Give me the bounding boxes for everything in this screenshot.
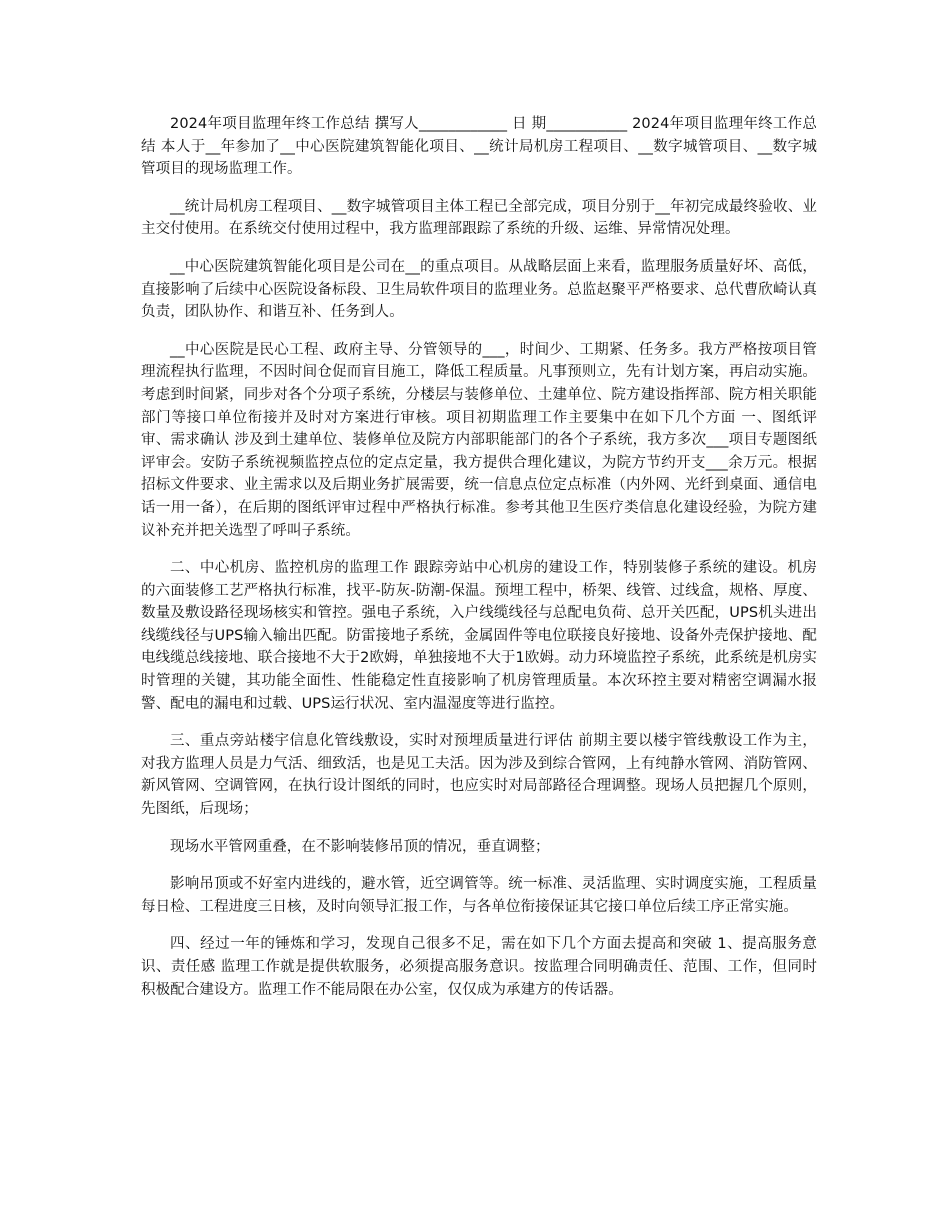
paragraph-machine-room: 二、中心机房、监控机房的监理工作 跟踪旁站中心机房的建设工作，特别装修子系统的建设。机房的六面装修工艺严格执行标准，找平-防灰-防潮-保温。预埋工程中，桥架、线管、过线盒，规格、厚度、数量及敷设路径现场核实和管控。强电子系统，入户线缆线径与总配电负荷、总开关匹配，UPS机头进出线缆线径与UPS输入输出匹配。防雷接地子系统，金属固件等电位联接良好接地、设备外壳保护接地、配电线缆总线接地、联合接地不大于2欧姆，单独接地不大于1欧姆。动力环境监控子系统，此系统是机房实时管理的关键，其功能全面性、性能稳定性直接影响了机房管理质量。本次环控主要对精密空调漏水报警、配电的漏电和过载、UPS运行状况、室内温湿度等进行监控。 <box>141 560 817 712</box>
paragraph-intro: 2024年项目监理年终工作总结 撰写人____________ 日 期___________ 2024年项目监理年终工作总结 本人于__年参加了__中心医院建筑智能化项目、__统计局机房工程项目、__数字城管项目、__数字城管项目的现场监理工作。 <box>141 116 817 178</box>
paragraph-horizontal-pipes: 现场水平管网重叠，在不影响装修吊顶的情况，垂直调整； <box>170 838 550 855</box>
paragraph-hospital-project: __中心医院建筑智能化项目是公司在__的重点项目。从战略层面上来看，监理服务质量好坏、高低，直接影响了后续中心医院设备标段、卫生局软件项目的监理业务。总监赵聚平严格要求、总代曹欣崎认真负责，团队协作、和谐互补、任务到人。 <box>141 258 817 321</box>
paragraph-improvement: 四、经过一年的锤炼和学习，发现自己很多不足，需在如下几个方面去提高和突破 1、提高服务意识、责任感 监理工作就是提供软服务，必须提高服务意识。按监理合同明确责任、范围、工作，但同时积极配合建设方。监理工作不能局限在办公室，仅仅成为承建方的传话器。 <box>141 936 817 998</box>
paragraph-ceiling-adjust: 影响吊顶或不好室内进线的，避水管，近空调管等。统一标准、灵活监理、实时调度实施，工程质量每日检、工程进度三日核，及时向领导汇报工作，与各单位衔接保证其它接口单位后续工序正常实施。 <box>141 876 817 915</box>
paragraph-pipeline-laying: 三、重点旁站楼宇信息化管线敷设，实时对预埋质量进行评估 前期主要以楼宇管线敷设工作为主，对我方监理人员是力气活、细致活，也是见工夫活。因为涉及到综合管网，上有纯静水管网、消防管网、新风管网、空调管网，在执行设计图纸的同时，也应实时对局部路径合理调整。现场人员把握几个原则，先图纸，后现场； <box>141 733 817 818</box>
paragraph-drawing-review: __中心医院是民心工程、政府主导、分管领导的___，时间少、工期紧、任务多。我方严格按项目管理流程执行监理，不因时间仓促而盲目施工，降低工程质量。凡事预则立，先有计划方案，再启动实施。考虑到时间紧，同步对各个分项子系统，分楼层与装修单位、土建单位、院方建设指挥部、院方相关职能部门等接口单位衔接并及时对方案进行审核。项目初期监理工作主要集中在如下几个方面 一、图纸评审、需求确认 涉及到土建单位、装修单位及院方内部职能部门的各个子系统，我方多次___项目专题图纸评审会。安防子系统视频监控点位的定点定量，我方提供合理化建议，为院方节约开支___余万元。根据招标文件要求、业主需求以及后期业务扩展需要，统一信息点位定点标准（内外网、光纤到桌面、通信电话一用一备），在后期的图纸评审过程中严格执行标准。参考其他卫生医疗类信息化建设经验，为院方建议补充并把关选型了呼叫子系统。 <box>141 341 817 539</box>
document-page <box>141 113 817 1001</box>
paragraph-completed-projects: __统计局机房工程项目、__数字城管项目主体工程已全部完成，项目分别于__年初完成最终验收、业主交付使用。在系统交付使用过程中，我方监理部跟踪了系统的升级、运维、异常情况处理。 <box>141 198 817 238</box>
